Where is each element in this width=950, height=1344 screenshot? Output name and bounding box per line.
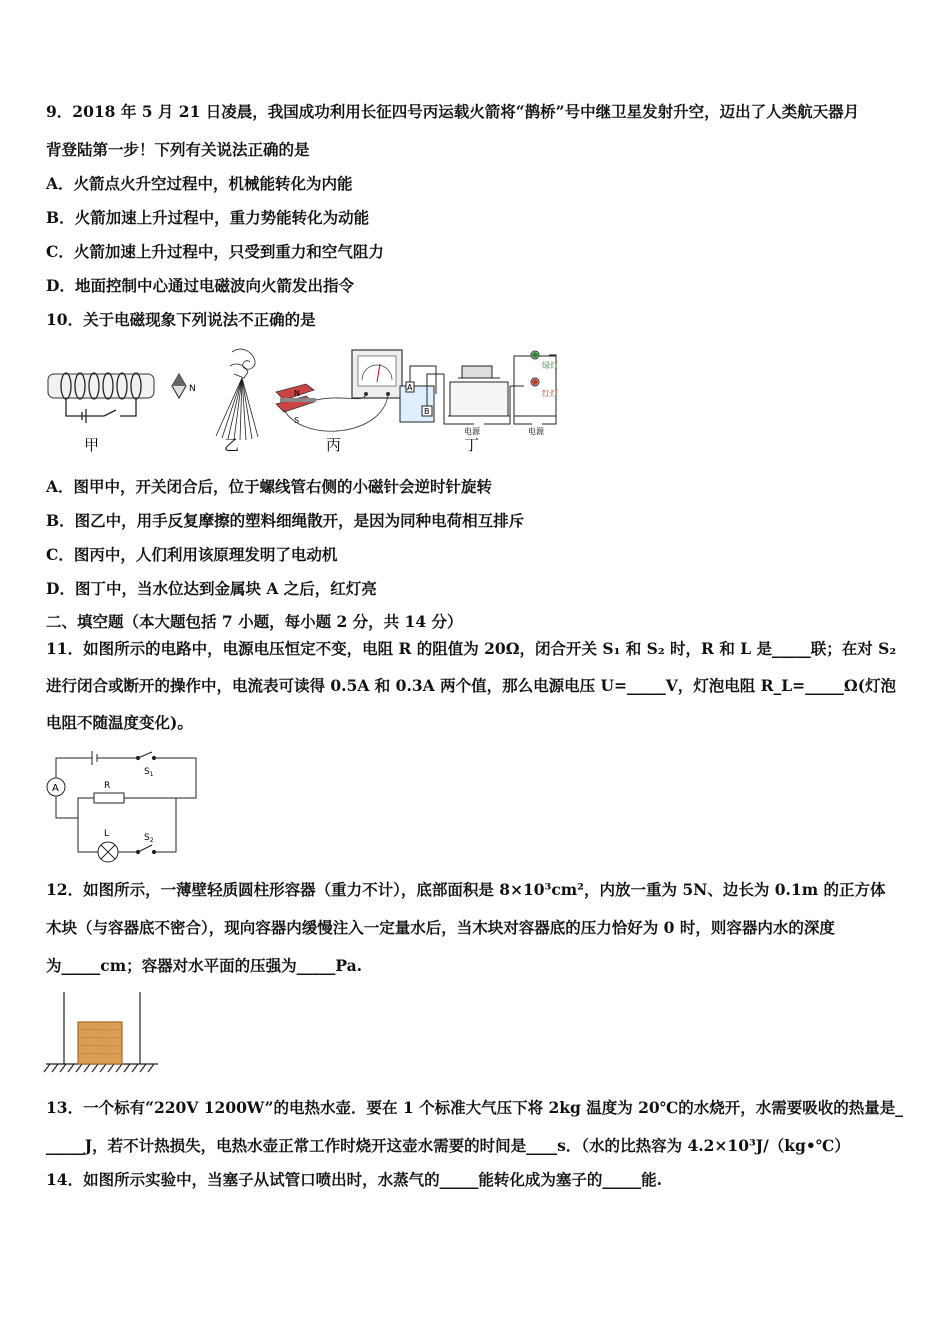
figure-jia-solenoid	[48, 373, 196, 434]
figure-label-power1: 电源	[464, 427, 480, 436]
q12-container-figure	[42, 988, 162, 1080]
q10-option-d: D．图丁中，当水位达到金属块 A 之后，红灯亮	[46, 579, 377, 598]
q9-stem-line2: 背登陆第一步！下列有关说法正确的是	[46, 140, 310, 159]
figure-label-red: 红灯	[542, 389, 558, 398]
red-lamp-icon	[532, 379, 538, 385]
r-label: R	[104, 781, 111, 791]
q12-stem-line2: 木块（与容器底不密合），现向容器内缓慢注入一定量水后，当木块对容器底的压力恰好为 0 时，则容器内水的深度	[46, 918, 835, 937]
figure-label-power2: 电源	[528, 427, 544, 436]
q13-stem-line1: 13．一个标有“220V 1200W”的电热水壶．要在 1 个标准大气压下将 2kg 温度为 20℃的水烧开，水需要吸收的热量是_	[46, 1098, 904, 1117]
figure-n-label: N	[189, 384, 196, 394]
section-heading: 二、填空题（本大题包括 7 小题，每小题 2 分，共 14 分）	[46, 612, 463, 631]
ammeter-label: A	[52, 783, 59, 794]
q11-stem-line1: 11．如图所示的电路中，电源电压恒定不变，电阻 R 的阻值为 20Ω，闭合开关 S₁ 和 S₂ 时，R 和 L 是_____联；在对 S₂	[46, 639, 897, 658]
caption-bing: 丙	[326, 436, 342, 454]
figure-s-magnet: S	[294, 416, 300, 425]
q11-circuit-figure	[42, 748, 202, 866]
q13-stem-line2: _____J，若不计热损失，电热水壶正常工作时烧开这壶水需要的时间是____s．（水的比热容为 4.2×10³J/（kg•℃）	[46, 1136, 850, 1155]
q12-stem-line3: 为_____cm；容器对水平面的压强为_____Pa.	[46, 956, 363, 975]
figure-yi-strings	[216, 349, 258, 440]
q11-stem-line3: 电阻不随温度变化)。	[46, 713, 193, 732]
figure-label-a: A	[407, 383, 413, 392]
q9-option-a: A．火箭点火升空过程中，机械能转化为内能	[46, 174, 353, 193]
q9-option-b: B．火箭加速上升过程中，重力势能转化为动能	[46, 208, 370, 227]
l-label: L	[104, 829, 110, 839]
figure-label-green: 绿灯	[542, 361, 558, 370]
figure-bing-generator	[276, 350, 402, 431]
q10-option-b: B．图乙中，用手反复摩擦的塑料细绳散开，是因为同种电荷相互排斥	[46, 511, 525, 530]
s2-label: $S_2$	[144, 833, 154, 844]
caption-yi: 乙	[224, 436, 240, 454]
wood-block	[78, 1022, 122, 1064]
q10-stem: 10．关于电磁现象下列说法不正确的是	[46, 310, 316, 329]
figure-n-magnet: N	[294, 389, 300, 398]
q10-option-a: A．图甲中，开关闭合后，位于螺线管右侧的小磁针会逆时针旋转	[46, 477, 493, 496]
q14-stem-line1: 14．如图所示实验中，当塞子从试管口喷出时，水蒸气的_____能转化成为塞子的_____能.	[46, 1170, 662, 1189]
green-lamp-icon	[532, 352, 538, 358]
q9-option-c: C．火箭加速上升过程中，只受到重力和空气阻力	[46, 242, 384, 261]
q12-stem-line1: 12．如图所示，一薄壁轻质圆柱形容器（重力不计），底部面积是 8×10³cm²，内放一重为 5N、边长为 0.1m 的正方体	[46, 880, 886, 899]
q10-figure	[44, 344, 564, 456]
q9-option-d: D．地面控制中心通过电磁波向火箭发出指令	[46, 276, 354, 295]
q10-option-c: C．图丙中，人们利用该原理发明了电动机	[46, 545, 338, 564]
caption-jia: 甲	[84, 436, 100, 454]
figure-label-b: B	[424, 407, 430, 416]
q11-stem-line2: 进行闭合或断开的操作中，电流表可读得 0.5A 和 0.3A 两个值，那么电源电压 U=_____V，灯泡电阻 R_L=_____Ω(灯泡	[46, 676, 897, 695]
s1-label: $S_1$	[144, 767, 154, 778]
caption-ding: 丁	[464, 436, 480, 454]
q9-stem-line1: 9．2018 年 5 月 21 日凌晨，我国成功利用长征四号丙运载火箭将“鹊桥”号中继卫星发射升空，迈出了人类航天器月	[46, 102, 860, 121]
